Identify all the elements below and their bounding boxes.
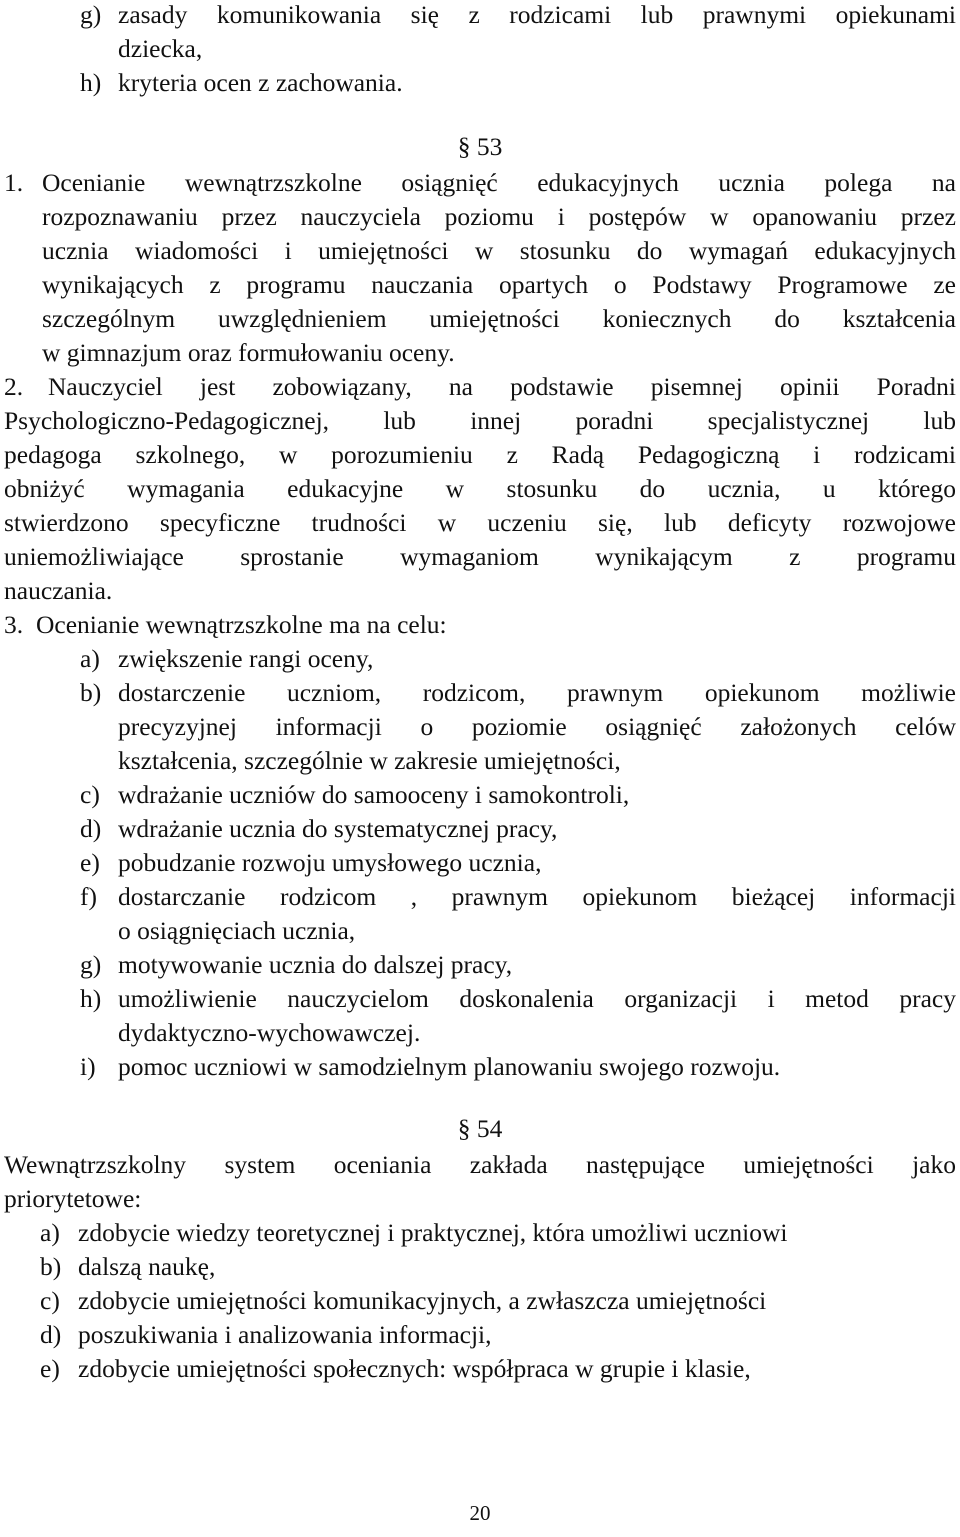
paragraph-line: stwierdzono specyficzne trudności w uczeniu się, lub deficyty rozwojowe: [4, 508, 956, 537]
paragraph-line: obniżyć wymagania edukacyjne w stosunku do ucznia, u którego: [4, 474, 956, 503]
paragraph-line: Nauczyciel jest zobowiązany, na podstawie pisemnej opinii Poradni: [48, 372, 956, 401]
list-item-label: e): [80, 848, 100, 877]
list-item-label: b): [40, 1252, 62, 1281]
list-item-text: pomoc uczniowi w samodzielnym planowaniu swojego rozwoju.: [118, 1052, 781, 1081]
list-item-label: g): [80, 950, 102, 979]
list-item-text: umożliwienie nauczycielom doskonalenia organizacji i metod pracy: [118, 984, 956, 1013]
list-item-label: c): [80, 780, 100, 809]
list-item-label: d): [80, 814, 102, 843]
section-heading: § 53: [457, 132, 503, 161]
list-item-label: d): [40, 1320, 62, 1349]
paragraph-number: 2.: [4, 372, 24, 401]
list-item-text: o osiągnięciach ucznia,: [118, 916, 356, 945]
list-item-label: c): [40, 1286, 60, 1315]
paragraph-line: rozpoznawaniu przez nauczyciela poziomu i postępów w opanowaniu przez: [42, 202, 956, 231]
list-item-label: e): [40, 1354, 60, 1383]
list-item-label: h): [80, 984, 102, 1013]
list-item-text: wdrażanie ucznia do systematycznej pracy,: [118, 814, 558, 843]
paragraph-line: w gimnazjum oraz formułowaniu oceny.: [42, 338, 455, 367]
list-item-label: f): [80, 882, 97, 911]
paragraph-number: 3.: [4, 610, 24, 639]
paragraph-line: Ocenianie wewnątrzszkolne ma na celu:: [36, 610, 447, 639]
paragraph-number: 1.: [4, 168, 24, 197]
section-heading: § 54: [457, 1114, 503, 1143]
list-item-label: i): [80, 1052, 96, 1081]
page-number: 20: [469, 1501, 491, 1525]
paragraph-line: wynikających z programu nauczania opartych o Podstawy Programowe ze: [42, 270, 956, 299]
list-item-label: a): [40, 1218, 60, 1247]
paragraph-line: pedagoga szkolnego, w porozumieniu z Radą Pedagogiczną i rodzicami: [4, 440, 956, 469]
list-item-text: dalszą naukę,: [78, 1252, 216, 1281]
list-item-text: kryteria ocen z zachowania.: [118, 68, 403, 97]
list-item-text: zwiększenie rangi oceny,: [118, 644, 374, 673]
list-item-text: zasady komunikowania się z rodzicami lub prawnymi opiekunami: [118, 0, 956, 29]
list-item-label: h): [80, 68, 102, 97]
paragraph-line: Wewnątrzszkolny system oceniania zakłada następujące umiejętności jako: [4, 1150, 956, 1179]
list-item-text: kształcenia, szczególnie w zakresie umiejętności,: [118, 746, 621, 775]
list-item-text: dostarczanie rodzicom , prawnym opiekunom bieżącej informacji: [118, 882, 956, 911]
paragraph-line: priorytetowe:: [4, 1184, 142, 1213]
paragraph-line: nauczania.: [4, 576, 113, 605]
list-item-label: b): [80, 678, 102, 707]
paragraph-line: uniemożliwiające sprostanie wymaganiom wynikającym z programu: [4, 542, 956, 571]
list-item-text: pobudzanie rozwoju umysłowego ucznia,: [118, 848, 542, 877]
paragraph-line: szczególnym uwzględnieniem umiejętności koniecznych do kształcenia: [42, 304, 956, 333]
list-item-text: precyzyjnej informacji o poziomie osiągnięć założonych celów: [118, 712, 956, 741]
list-item-text: zdobycie umiejętności komunikacyjnych, a zwłaszcza umiejętności: [78, 1286, 767, 1315]
paragraph-line: Psychologiczno-Pedagogicznej, lub innej poradni specjalistycznej lub: [4, 406, 956, 435]
paragraph-line: Ocenianie wewnątrzszkolne osiągnięć edukacyjnych ucznia polega na: [42, 168, 956, 197]
list-item-text: dydaktyczno-wychowawczej.: [118, 1018, 421, 1047]
list-item-text: zdobycie wiedzy teoretycznej i praktycznej, która umożliwi uczniowi: [78, 1218, 788, 1247]
list-item-text: wdrażanie uczniów do samooceny i samokontroli,: [118, 780, 630, 809]
list-item-text: dziecka,: [118, 34, 203, 63]
paragraph-line: ucznia wiadomości i umiejętności w stosunku do wymagań edukacyjnych: [42, 236, 956, 265]
list-item-text: dostarczenie uczniom, rodzicom, prawnym opiekunom możliwie: [118, 678, 956, 707]
list-item-text: poszukiwania i analizowania informacji,: [78, 1320, 492, 1349]
list-item-text: motywowanie ucznia do dalszej pracy,: [118, 950, 513, 979]
list-item-label: a): [80, 644, 100, 673]
list-item-text: zdobycie umiejętności społecznych: współpraca w grupie i klasie,: [78, 1354, 751, 1383]
list-item-label: g): [80, 0, 102, 29]
